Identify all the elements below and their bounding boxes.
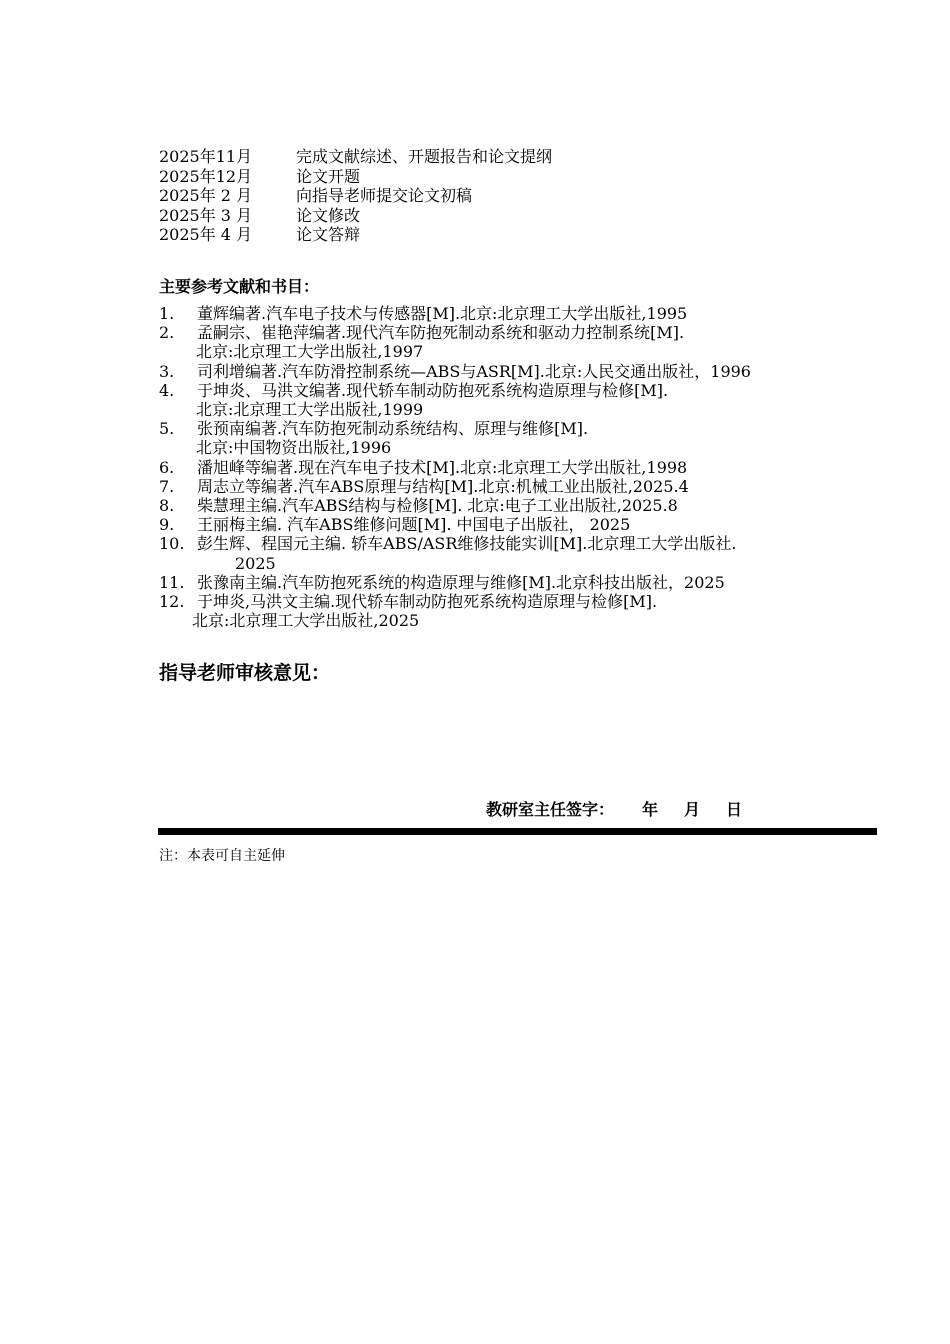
reference-number: 6. [159,457,175,477]
signature-day: 日 [726,800,743,819]
reference-number: 2. [159,323,175,343]
signature-year: 年 [642,800,659,819]
schedule-date: 2025年11月 [159,147,253,166]
reference-item [159,573,859,592]
reference-continuation: 北京:北京理工大学出版社,1997 [196,342,424,362]
table-bottom-rule [158,828,877,835]
reference-item [159,362,859,381]
schedule-list [159,147,552,245]
reference-item [159,515,859,534]
reference-text: 张预南编著.汽车防抱死制动系统结构、原理与维修[M]. [197,419,589,439]
signature-line [486,797,742,820]
schedule-date: 2025年 3 月 [159,205,253,225]
reference-item [159,323,859,361]
reference-text: 潘旭峰等编著.现在汽车电子技术[M].北京:北京理工大学出版社,1998 [197,457,688,477]
reference-number: 1. [159,304,175,323]
schedule-task: 论文开题 [296,166,361,186]
references-heading: 主要参考文献和书目： [159,277,320,296]
footnote: 注：本表可自主延伸 [159,848,285,864]
schedule-task: 论文修改 [296,205,361,225]
schedule-task: 完成文献综述、开题报告和论文提纲 [296,147,553,166]
schedule-row [159,147,552,167]
reference-number: 9. [159,515,175,535]
schedule-date: 2025年12月 [159,166,253,186]
reference-item [159,534,859,572]
schedule-row [159,186,552,206]
reference-number: 4. [159,380,175,400]
reference-text: 彭生辉、程国元主编. 轿车ABS/ASR维修技能实训[M].北京理工大学出版社. [197,534,737,554]
reference-text: 王丽梅主编. 汽车ABS维修问题[M]. 中国电子出版社， 2025 [197,515,631,535]
reference-text: 于坤炎、马洪文编著.现代轿车制动防抱死系统构造原理与检修[M]. [197,380,669,400]
schedule-task: 论文答辩 [296,225,361,244]
reference-text: 司利增编著.汽车防滑控制系统—ABS与ASR[M].北京:人民交通出版社，1996 [197,361,751,381]
reference-number: 3. [159,361,175,381]
reference-text: 周志立等编著.汽车ABS原理与结构[M].北京:机械工业出版社,2025.4 [197,476,689,496]
reference-number: 5. [159,419,175,439]
schedule-date: 2025年 2 月 [159,186,253,205]
reference-continuation: 北京:北京理工大学出版社,1999 [196,400,424,420]
schedule-date: 2025年 4 月 [159,225,253,244]
reference-item [159,496,859,515]
schedule-row [159,225,552,245]
references-list [159,304,859,630]
schedule-row [159,206,552,226]
reference-number: 12. [159,592,185,612]
reference-text: 于坤炎,马洪文主编.现代轿车制动防抱死系统构造原理与检修[M]. [197,592,658,612]
reference-number: 7. [159,476,175,496]
signature-label: 教研室主任签字： [486,800,615,819]
reference-number: 8. [159,496,175,516]
reference-item [159,477,859,496]
reference-item [159,419,859,457]
reference-number: 10. [159,534,185,554]
advisor-review-heading: 指导老师审核意见： [159,662,331,684]
reference-item [159,381,859,419]
reference-item [159,458,859,477]
reference-item [159,592,859,630]
reference-item [159,304,859,323]
reference-text: 柴慧理主编.汽车ABS结构与检修[M]. 北京:电子工业出版社,2025.8 [197,496,678,516]
reference-continuation: 北京:北京理工大学出版社,2025 [192,611,420,631]
signature-month: 月 [684,800,701,819]
reference-text: 张豫南主编.汽车防抱死系统的构造原理与维修[M].北京科技出版社，2025 [197,572,725,592]
schedule-row [159,167,552,187]
reference-text: 孟嗣宗、崔艳萍编著.现代汽车防抱死制动系统和驱动力控制系统[M]. [197,323,685,343]
reference-number: 11. [159,572,185,592]
reference-text: 董辉编著.汽车电子技术与传感器[M].北京:北京理工大学出版社,1995 [197,304,688,323]
schedule-task: 向指导老师提交论文初稿 [296,186,473,205]
reference-continuation: 2025 [235,553,276,573]
reference-continuation: 北京:中国物资出版社,1996 [196,438,392,458]
